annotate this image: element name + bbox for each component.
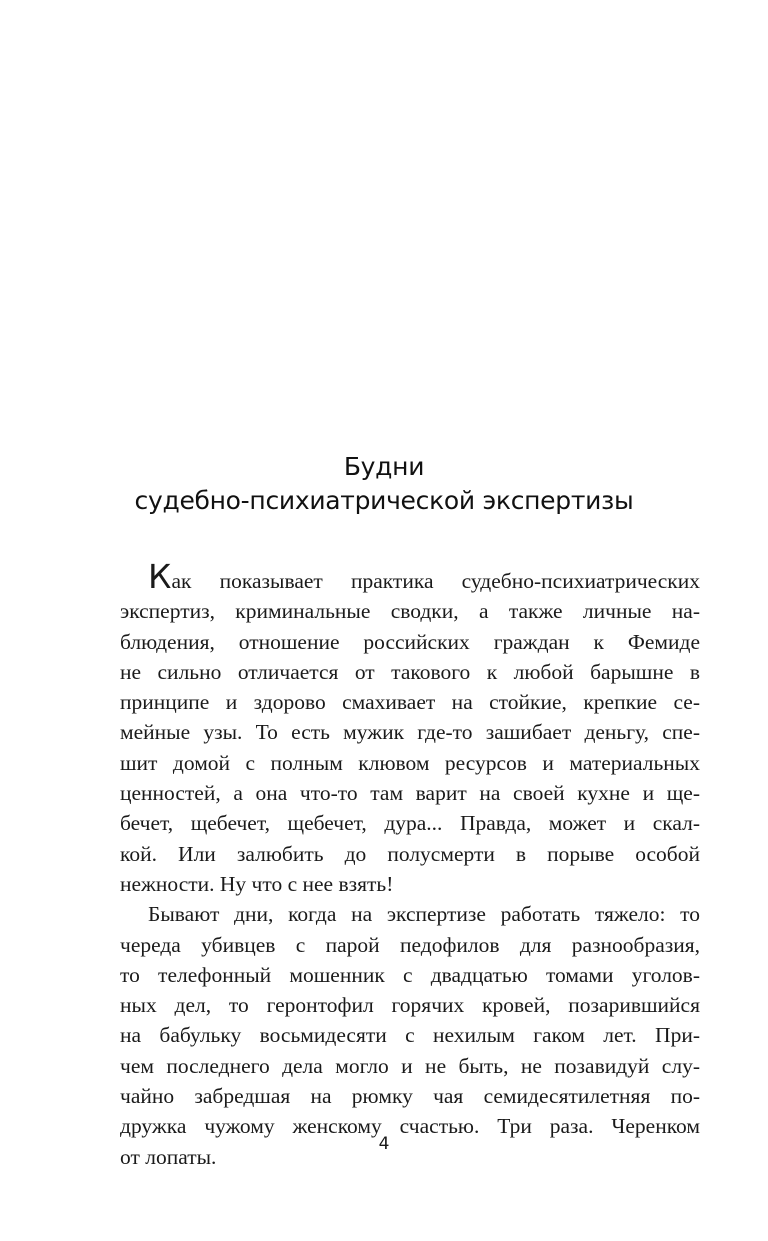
drop-cap: К xyxy=(148,557,172,596)
text-line-rest: ак показывает практика судебно-психиатрических xyxy=(171,569,700,593)
text-line: ных дел, то геронтофил горячих кровей, позарившийся xyxy=(120,993,700,1018)
text-line: на бабульку восьмидесяти с нехилым гаком лет. При- xyxy=(120,1023,700,1048)
text-line: шит домой с полным клювом ресурсов и материальных xyxy=(120,750,700,775)
text-line: бечет, щебечет, щебечет, дура... Правда, может и скал- xyxy=(120,811,700,836)
chapter-title-line-2: судебно-психиатрической экспертизы xyxy=(134,486,634,515)
text-line: не сильно отличается от такового к любой барышне в xyxy=(120,659,700,684)
text-line: нежности. Ну что с нее взять! xyxy=(120,871,394,896)
page-number: 4 xyxy=(378,1134,390,1154)
text-line: то телефонный мошенник с двадцатью томами уголов- xyxy=(120,962,700,987)
text-line: мейные узы. То есть мужик где-то зашибает деньгу, спе- xyxy=(120,720,700,745)
chapter-title-line-1: Будни xyxy=(343,452,425,481)
text-line: череда убивцев с парой педофилов для разнообразия, xyxy=(120,932,700,957)
text-line: от лопаты. xyxy=(120,1144,217,1169)
text-line: Бывают дни, когда на экспертизе работать тяжело: то xyxy=(148,902,700,927)
text-line: чайно забредшая на рюмку чая семидесятилетняя по- xyxy=(120,1084,700,1109)
text-line xyxy=(120,557,700,596)
text-line: экспертиз, криминальные сводки, а также личные на- xyxy=(120,599,700,624)
body-text xyxy=(120,557,700,1172)
text-line: чем последнего дела могло и не быть, не позавидуй слу- xyxy=(120,1053,700,1078)
text-line: дружка чужому женскому счастью. Три раза. Черенком xyxy=(120,1114,700,1139)
text-line: ценностей, а она что-то там варит на своей кухне и ще- xyxy=(120,781,700,806)
text-line: кой. Или залюбить до полусмерти в порыве особой xyxy=(120,841,700,866)
text-line: блюдения, отношение российских граждан к Фемиде xyxy=(120,629,700,654)
text-line: принципе и здорово смахивает на стойкие, крепкие се- xyxy=(120,690,700,715)
